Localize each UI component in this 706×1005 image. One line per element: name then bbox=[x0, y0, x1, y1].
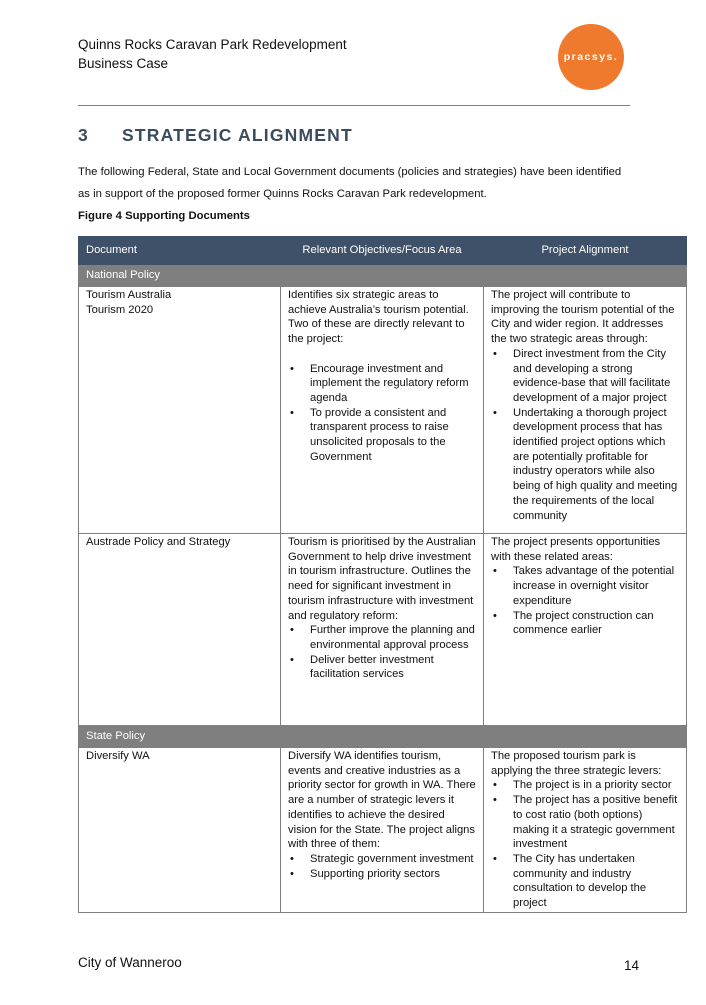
section-number: 3 bbox=[78, 125, 89, 145]
document-cell bbox=[79, 748, 281, 913]
alignment-cell bbox=[484, 534, 687, 726]
intro-line-2: as in support of the proposed former Quinns Rocks Caravan Park redevelopment. bbox=[78, 188, 487, 200]
alignment-text: The proposed tourism park is applying the three strategic levers: bbox=[491, 750, 662, 777]
intro-paragraph bbox=[78, 161, 678, 205]
page-number: 14 bbox=[624, 958, 640, 973]
alignment-text: The project will contribute to improving the tourism potential of the City and wider region. It addresses the two strategic areas through: bbox=[491, 289, 675, 346]
list-item: • Direct investment from the City and developing a strong evidence-base that will facilitate development of a major project bbox=[491, 347, 679, 406]
objectives-cell bbox=[281, 287, 484, 534]
table-row bbox=[79, 534, 687, 726]
objectives-list bbox=[288, 852, 476, 881]
list-item: • The City has undertaken community and industry consultation to develop the project bbox=[491, 852, 679, 911]
objectives-cell bbox=[281, 534, 484, 726]
document-header bbox=[78, 35, 347, 73]
header-objectives: Relevant Objectives/Focus Area bbox=[281, 237, 484, 265]
objectives-list bbox=[288, 362, 476, 465]
document-name: Tourism 2020 bbox=[86, 303, 154, 316]
document-name: Austrade Policy and Strategy bbox=[86, 536, 231, 548]
figure-caption: Figure 4 Supporting Documents bbox=[78, 210, 250, 222]
list-item: • The project has a positive benefit to cost ratio (both options) making it a strategic government investment bbox=[491, 793, 679, 852]
objectives-list bbox=[288, 623, 476, 682]
header-divider bbox=[78, 105, 630, 106]
header-document: Document bbox=[79, 237, 281, 265]
alignment-list bbox=[491, 564, 679, 638]
list-item: • Encourage investment and implement the regulatory reform agenda bbox=[288, 362, 476, 406]
list-item: • Strategic government investment bbox=[288, 852, 476, 867]
alignment-text: The project presents opportunities with these related areas: bbox=[491, 536, 661, 563]
objectives-text: Diversify WA identifies tourism, events and creative industries as a priority sector for growth in WA. There are a number of strategic levers it identifies to achieve the desired vision for the State. The project aligns with three of them: bbox=[288, 750, 476, 851]
objectives-cell bbox=[281, 748, 484, 913]
section-row-national bbox=[79, 265, 687, 287]
alignment-cell bbox=[484, 748, 687, 913]
header-title-line2: Business Case bbox=[78, 56, 169, 71]
header-alignment: Project Alignment bbox=[484, 237, 687, 265]
objectives-text: Identifies six strategic areas to achieve Australia’s tourism potential. Two of these are directly relevant to the project: bbox=[288, 289, 469, 346]
document-name: Diversify WA bbox=[86, 750, 150, 762]
list-item: • The project construction can commence earlier bbox=[491, 609, 679, 638]
supporting-documents-table bbox=[78, 236, 687, 913]
list-item: • Supporting priority sectors bbox=[288, 867, 476, 882]
section-row-state bbox=[79, 726, 687, 748]
section-heading bbox=[78, 125, 353, 146]
alignment-list bbox=[491, 778, 679, 910]
list-item: • To provide a consistent and transparent process to raise unsolicited proposals to the Government bbox=[288, 406, 476, 465]
document-cell bbox=[79, 287, 281, 534]
pracsys-logo bbox=[558, 24, 624, 90]
footer-organisation: City of Wanneroo bbox=[78, 955, 182, 970]
logo-text: pracsys. bbox=[563, 51, 619, 63]
header-title-line1: Quinns Rocks Caravan Park Redevelopment bbox=[78, 37, 347, 52]
list-item: • Takes advantage of the potential increase in overnight visitor expenditure bbox=[491, 564, 679, 608]
section-label: National Policy bbox=[79, 265, 281, 287]
document-cell bbox=[79, 534, 281, 726]
alignment-cell bbox=[484, 287, 687, 534]
alignment-list bbox=[491, 347, 679, 523]
objectives-text: Tourism is prioritised by the Australian Government to help drive investment in tourism infrastructure. Outlines the need for significant investment in tourism infrastructure with investment and regulatory reform: bbox=[288, 536, 476, 622]
list-item: • Further improve the planning and environmental approval process bbox=[288, 623, 476, 652]
table-row bbox=[79, 748, 687, 913]
table-header-row bbox=[79, 237, 687, 265]
document-name: Tourism Australia bbox=[86, 289, 172, 301]
list-item: • Deliver better investment facilitation services bbox=[288, 653, 476, 682]
list-item: • Undertaking a thorough project development process that has identified project options which are potentially profitable for industry operators while also being of high quality and meeting the requirements of the local community bbox=[491, 406, 679, 524]
section-label: State Policy bbox=[79, 726, 281, 748]
table-row bbox=[79, 287, 687, 534]
list-item: • The project is in a priority sector bbox=[491, 778, 679, 793]
intro-line-1: The following Federal, State and Local Government documents (policies and strategies) have been identified bbox=[78, 166, 622, 178]
section-title: STRATEGIC ALIGNMENT bbox=[122, 125, 353, 145]
